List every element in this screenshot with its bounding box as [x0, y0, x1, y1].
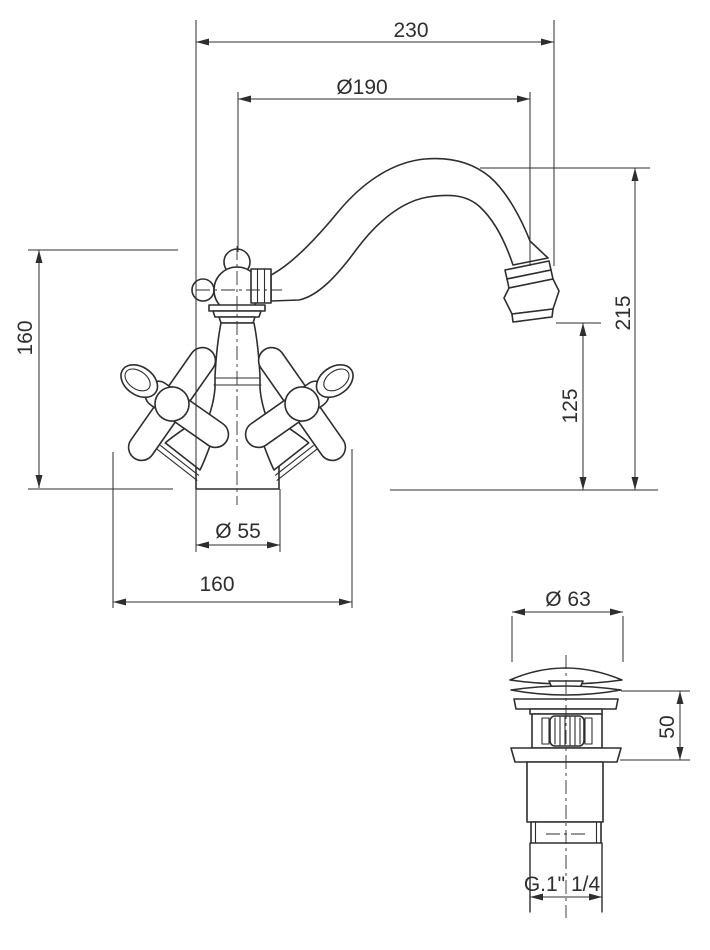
waste-side-slot-left [542, 718, 549, 744]
faucet-column [196, 305, 279, 489]
dim-thread-label: G.1" 1/4 [523, 873, 601, 896]
dim-thread [524, 873, 602, 901]
dim-handle-span-label: 160 [199, 573, 235, 596]
dim-base-diameter [196, 489, 280, 552]
aerator [504, 261, 559, 322]
dim-outlet-height [556, 323, 601, 490]
dim-overall-reach-label: 230 [393, 19, 429, 42]
dim-body-height-label: 160 [14, 320, 37, 356]
dim-base-diameter-label: Ø 55 [215, 520, 261, 543]
dim-spout-reach [238, 76, 530, 266]
dim-cap-diameter-label: Ø 63 [545, 588, 591, 611]
dim-spout-reach-label: Ø190 [336, 76, 388, 99]
dim-upper-height [620, 691, 690, 760]
dim-spout-height-label: 215 [612, 295, 635, 331]
dim-spout-height [390, 168, 658, 490]
dim-upper-height-label: 50 [656, 715, 679, 739]
spout-connector-rings [251, 269, 271, 303]
dim-outlet-height-label: 125 [559, 388, 582, 424]
dim-cap-diameter [512, 588, 623, 662]
waste-body-tube [527, 762, 603, 822]
faucet-front-view [85, 159, 559, 496]
waste-side-slot-right [585, 718, 592, 744]
